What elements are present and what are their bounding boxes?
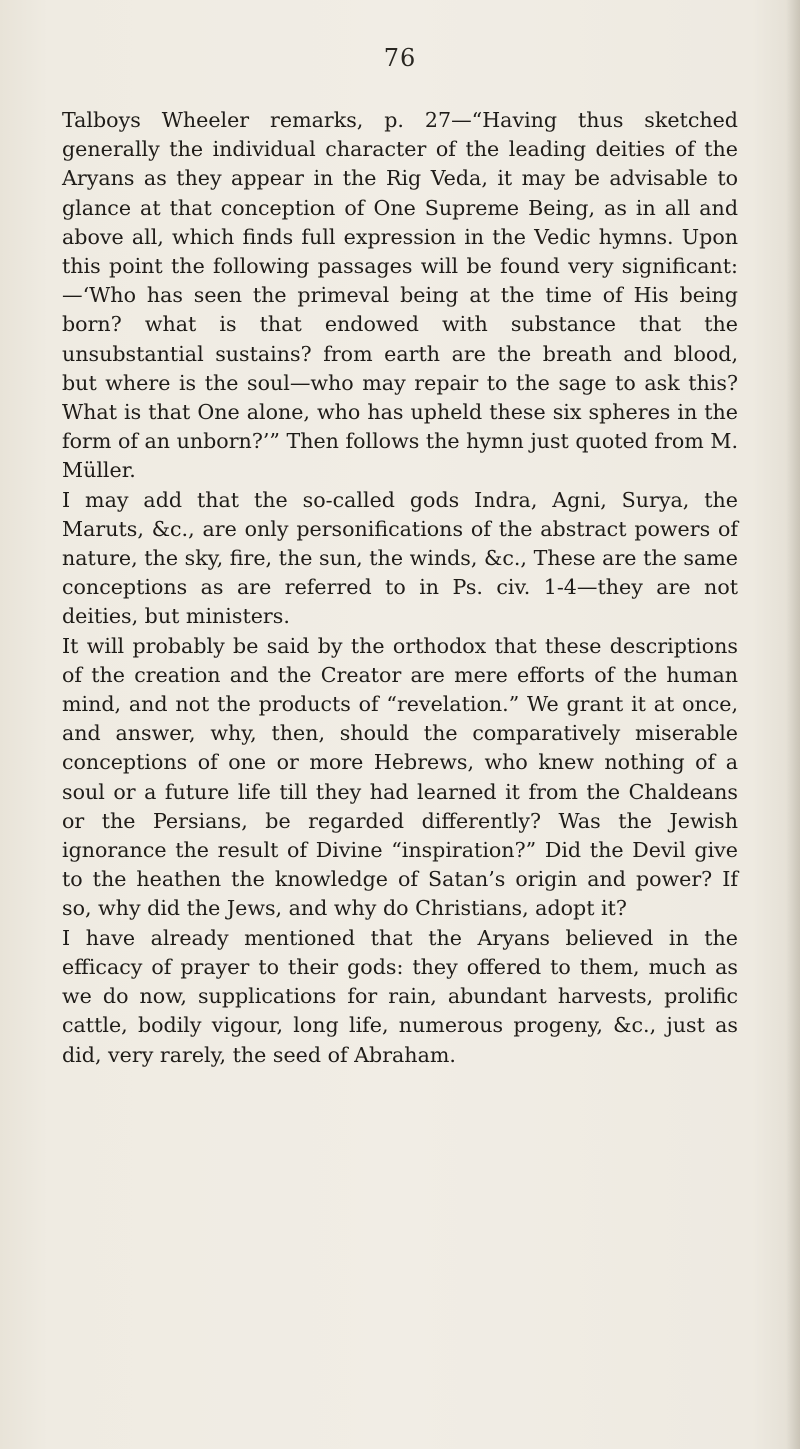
page-number: 76 xyxy=(383,44,417,72)
paragraph-wheeler-quote: Talboys Wheeler remarks, p. 27—“Having thus sketched generally the individual character of the leading deities of the Aryans as they appear in the Rig Veda, it may be advisable to glance at that conception of One Supreme Being, as in all and above all, which finds full expression in the Vedic hymns. Upon this point the following passages will be found very significant:—‘Who has seen the primeval being at the time of His being born? what is that endowed with substance that the unsubstantial sustains? from earth are the breath and blood, but where is the soul—who may repair to the sage to ask this? What is that One alone, who has upheld these six spheres in the form of an unborn?’” Then follows the hymn just quoted from M. Müller. xyxy=(62,108,738,483)
body-text xyxy=(62,106,738,1070)
paragraph-revelation: It will probably be said by the orthodox that these descriptions of the creation and the Creator are mere efforts of the human mind, and not the products of “revelation.” We grant it at once, and answer, why, then, should the comparatively miserable conceptions of one or more Hebrews, who knew nothing of a soul or a future life till they had learned it from the Chaldeans or the Persians, be regarded differently? Was the Jewish ignorance the result of Divine “inspiration?” Did the Devil give to the heathen the knowledge of Satan’s origin and power? If so, why did the Jews, and why do Christians, adopt it? xyxy=(62,633,738,921)
page-edge-shadow xyxy=(786,0,800,1449)
paragraph-prayer: I have already mentioned that the Aryans believed in the efficacy of prayer to their gods: they offered to them, much as we do now, supplications for rain, abundant harvests, prolific cattle, bodily vigour, long life, numerous progeny, &c., just as did, very rarely, the seed of Abraham. xyxy=(62,925,738,1067)
paragraph-personifications: I may add that the so-called gods Indra, Agni, Surya, the Maruts, &c., are only personifications of the abstract powers of nature, the sky, fire, the sun, the winds, &c., These are the same conceptions as are referred to in Ps. civ. 1-4—they are not deities, but ministers. xyxy=(62,487,738,629)
